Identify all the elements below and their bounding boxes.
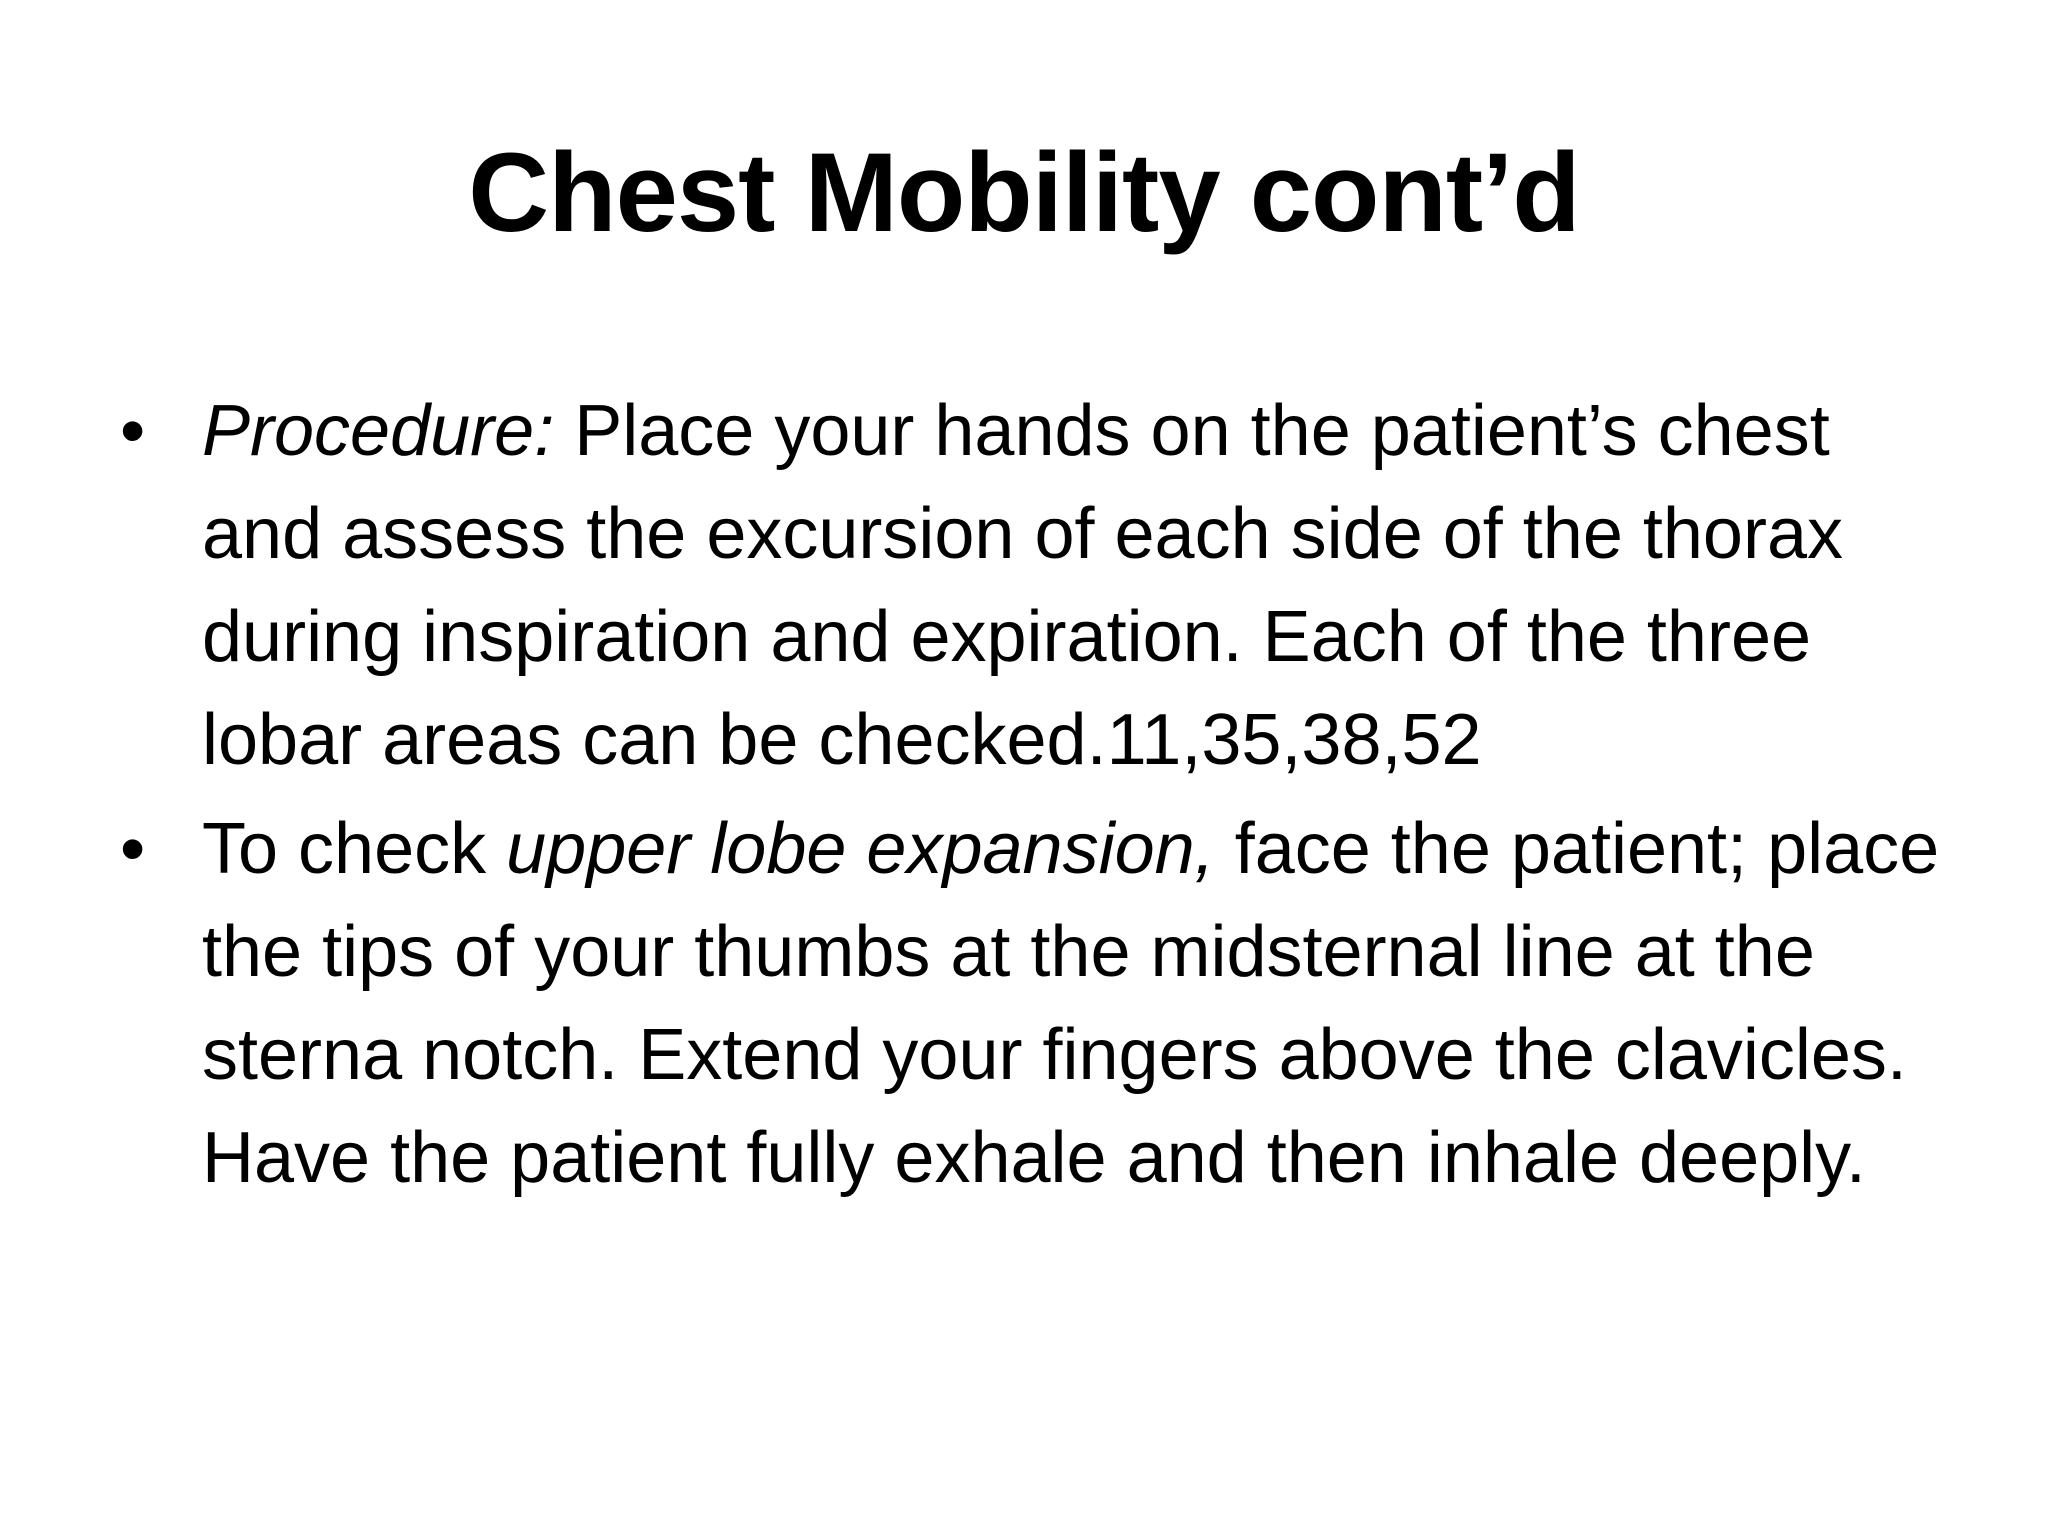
procedure-label: Procedure: (202, 391, 555, 471)
bullet-list (120, 380, 1960, 1216)
upper-lobe-emphasis: upper lobe expansion, (506, 809, 1215, 889)
bullet-item-procedure (120, 380, 1960, 792)
procedure-text: Place your hands on the patient’s chest and assess the excursion of each side of the thorax during inspiration and expiration. Each of the three lobar areas can be checked.11,35,38,52 (202, 391, 1843, 780)
bullet-icon: • (120, 391, 146, 471)
slide-title: Chest Mobility cont’d (468, 130, 1580, 255)
bullet-item-upper-lobe (120, 798, 1960, 1210)
bullet-icon: • (120, 809, 146, 889)
upper-lobe-text-after: face the patient; place the tips of your thumbs at the midsternal line at the sterna notch. Extend your fingers above the clavicles. Have the patient fully exhale and then inhale deeply. (202, 809, 1940, 1198)
upper-lobe-text-before: To check (202, 809, 507, 889)
